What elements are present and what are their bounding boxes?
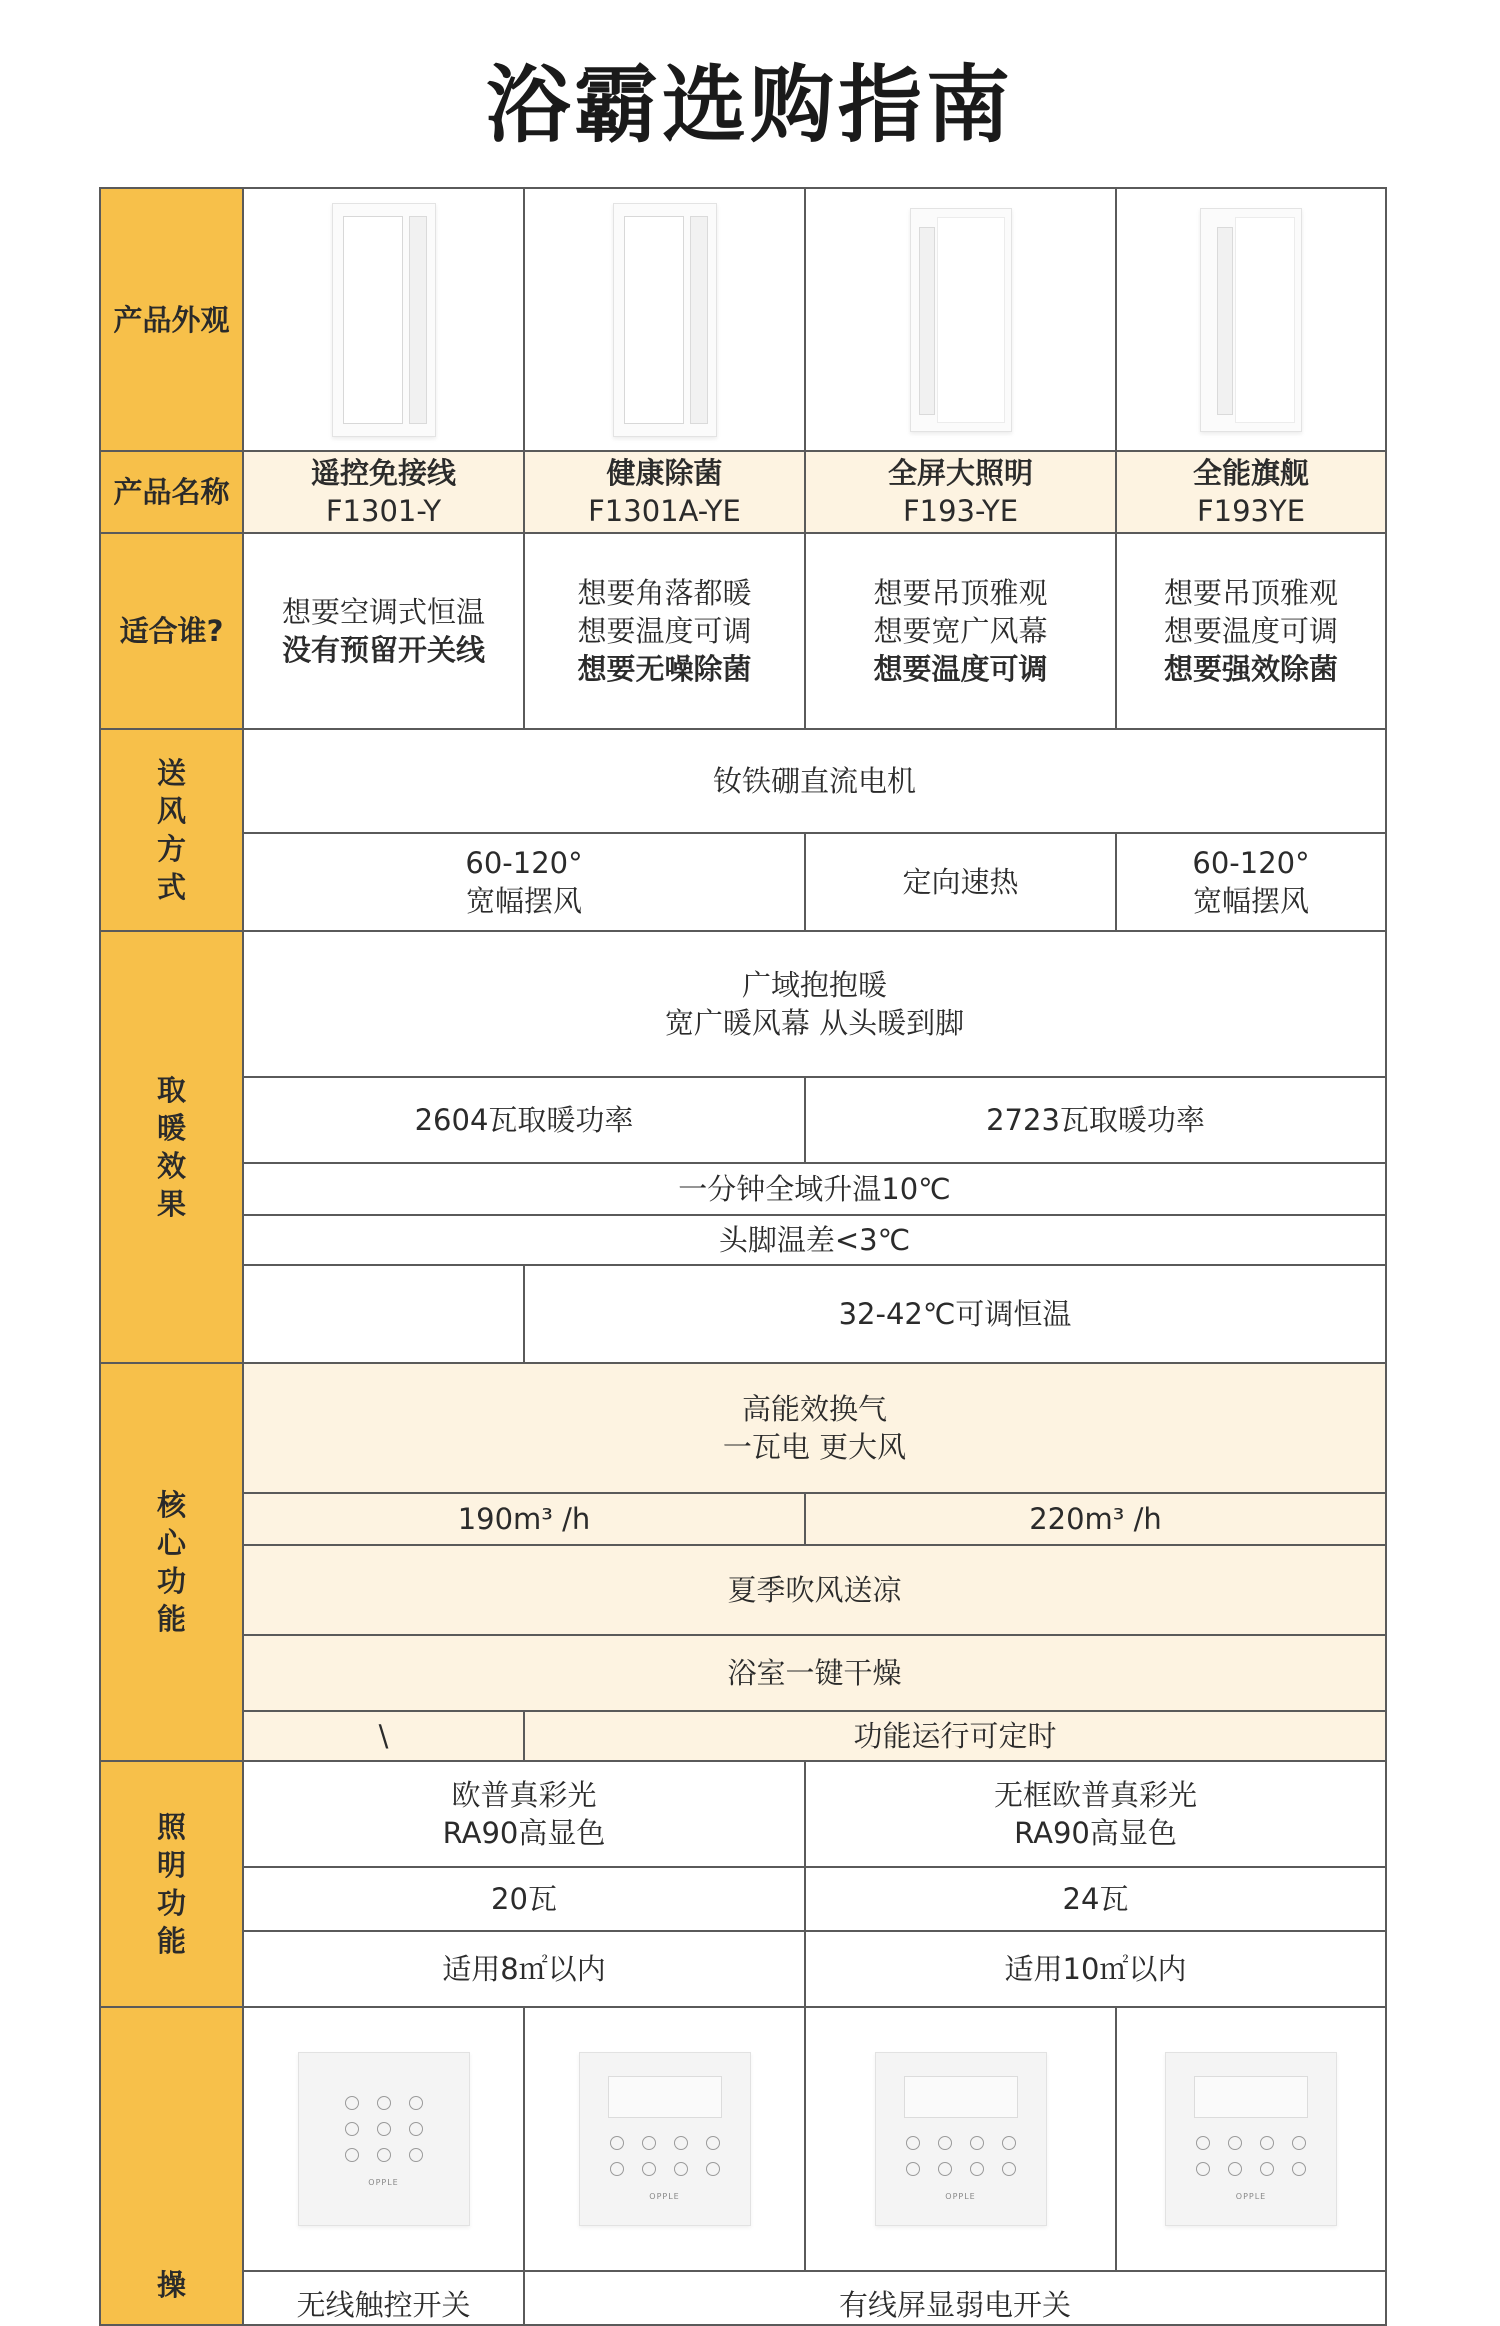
- screen-switch-image-2: OPPLE: [875, 2052, 1047, 2226]
- core-none: \: [243, 1711, 524, 1761]
- label-lighting: 照 明 功 能: [100, 1761, 243, 2007]
- lighting-area-a: 适用8㎡以内: [243, 1931, 805, 2007]
- core-summer: 夏季吹风送凉: [243, 1545, 1386, 1635]
- row-core-timer: [100, 1711, 1386, 1761]
- row-airflow-motor: [100, 729, 1386, 833]
- control-panel-4: [1116, 2007, 1386, 2271]
- heating-wide: 广域抱抱暖 宽广暖风幕 从头暖到脚: [243, 931, 1386, 1077]
- row-lighting-watt: [100, 1867, 1386, 1931]
- audience-1: 想要空调式恒温 没有预留开关线: [243, 533, 524, 729]
- product-image-1: [243, 188, 524, 451]
- screen-switch-image-1: OPPLE: [579, 2052, 751, 2226]
- core-timer: 功能运行可定时: [524, 1711, 1386, 1761]
- airflow-swing-b: 60-120° 宽幅摆风: [1116, 833, 1386, 931]
- comparison-table: [99, 187, 1387, 2326]
- core-dry: 浴室一键干燥: [243, 1635, 1386, 1711]
- row-appearance: [100, 188, 1386, 451]
- audience-4: 想要吊顶雅观 想要温度可调 想要强效除菌: [1116, 533, 1386, 729]
- core-vent: 高能效换气 一瓦电 更大风: [243, 1363, 1386, 1493]
- core-flow-a: 190m³ /h: [243, 1493, 805, 1545]
- row-heating-range: [100, 1265, 1386, 1363]
- label-audience: 适合谁?: [100, 533, 243, 729]
- row-heating-wide: [100, 931, 1386, 1077]
- product-name-2: 健康除菌 F1301A-YE: [524, 451, 805, 533]
- row-core-dry: [100, 1635, 1386, 1711]
- row-name: [100, 451, 1386, 533]
- control-panel-2: [524, 2007, 805, 2271]
- lighting-light-a: 欧普真彩光 RA90高显色: [243, 1761, 805, 1867]
- row-core-flow: [100, 1493, 1386, 1545]
- row-heating-power: [100, 1077, 1386, 1163]
- product-image-4: [1116, 188, 1386, 451]
- product-name-1: 遥控免接线 F1301-Y: [243, 451, 524, 533]
- audience-3: 想要吊顶雅观 想要宽广风幕 想要温度可调: [805, 533, 1116, 729]
- label-control: 操: [100, 2007, 243, 2325]
- product-image-3: [805, 188, 1116, 451]
- row-heating-diff: [100, 1215, 1386, 1265]
- lighting-watt-a: 20瓦: [243, 1867, 805, 1931]
- label-appearance: 产品外观: [100, 188, 243, 451]
- audience-2: 想要角落都暖 想要温度可调 想要无噪除菌: [524, 533, 805, 729]
- core-flow-b: 220m³ /h: [805, 1493, 1386, 1545]
- heating-rise: 一分钟全域升温10℃: [243, 1163, 1386, 1215]
- row-audience: [100, 533, 1386, 729]
- product-image-2: [524, 188, 805, 451]
- control-panel-3: [805, 2007, 1116, 2271]
- control-switch-a: 无线触控开关: [243, 2271, 524, 2325]
- row-core-summer: [100, 1545, 1386, 1635]
- label-core: 核 心 功 能: [100, 1363, 243, 1761]
- lighting-light-b: 无框欧普真彩光 RA90高显色: [805, 1761, 1386, 1867]
- row-heating-rise: [100, 1163, 1386, 1215]
- row-control-panels: [100, 2007, 1386, 2271]
- airflow-swing-a: 60-120° 宽幅摆风: [243, 833, 805, 931]
- lighting-area-b: 适用10㎡以内: [805, 1931, 1386, 2007]
- screen-switch-image-3: OPPLE: [1165, 2052, 1337, 2226]
- touch-switch-image: OPPLE: [298, 2052, 470, 2226]
- airflow-motor: 钕铁硼直流电机: [243, 729, 1386, 833]
- product-name-3: 全屏大照明 F193-YE: [805, 451, 1116, 533]
- heating-range-empty: [243, 1265, 524, 1363]
- heating-power-a: 2604瓦取暖功率: [243, 1077, 805, 1163]
- page-title: 浴霸选购指南: [485, 56, 1014, 154]
- label-airflow: 送 风 方 式: [100, 729, 243, 931]
- control-switch-b: 有线屏显弱电开关: [524, 2271, 1386, 2325]
- label-name: 产品名称: [100, 451, 243, 533]
- row-core-vent: [100, 1363, 1386, 1493]
- label-heating: 取 暖 效 果: [100, 931, 243, 1363]
- product-name-4: 全能旗舰 F193YE: [1116, 451, 1386, 533]
- airflow-fixed: 定向速热: [805, 833, 1116, 931]
- control-panel-1: [243, 2007, 524, 2271]
- row-lighting-area: [100, 1931, 1386, 2007]
- heating-range: 32-42℃可调恒温: [524, 1265, 1386, 1363]
- lighting-watt-b: 24瓦: [805, 1867, 1386, 1931]
- row-control-switch: [100, 2271, 1386, 2325]
- heating-diff: 头脚温差<3℃: [243, 1215, 1386, 1265]
- row-airflow-mode: [100, 833, 1386, 931]
- heating-power-b: 2723瓦取暖功率: [805, 1077, 1386, 1163]
- row-lighting-light: [100, 1761, 1386, 1867]
